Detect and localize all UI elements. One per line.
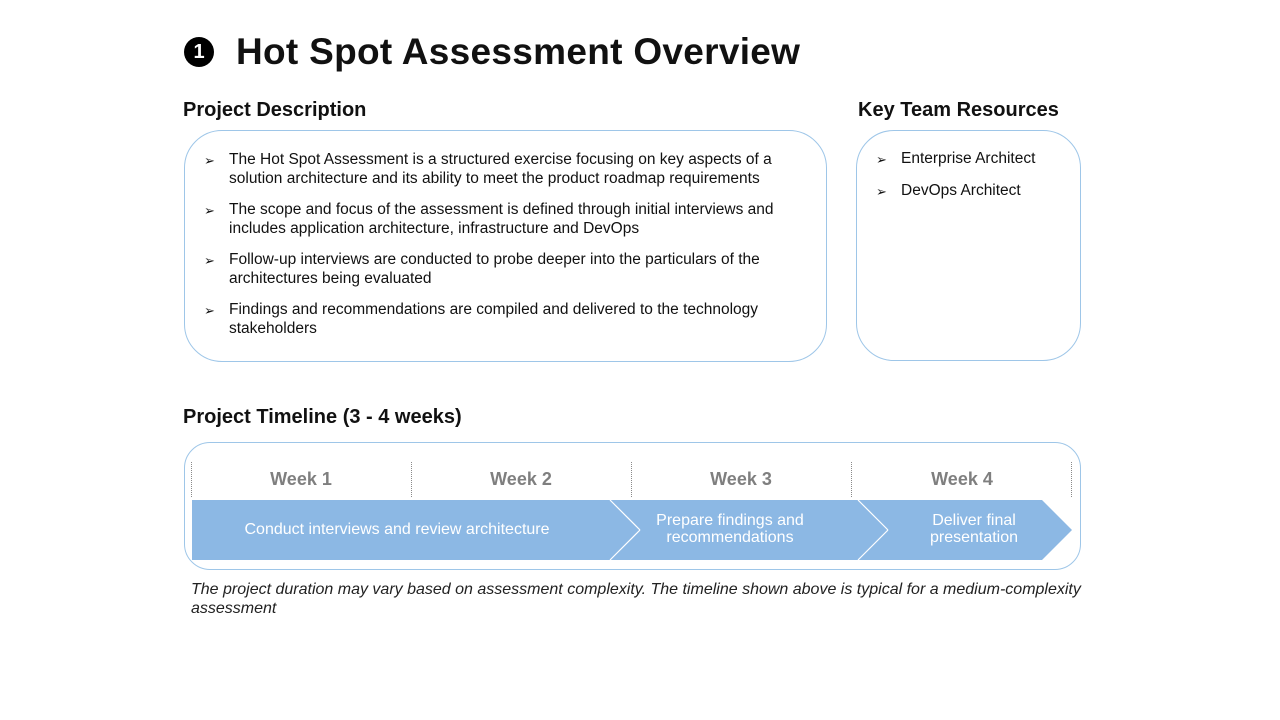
week-label: Week 1 (270, 469, 332, 489)
phase-1-label: Conduct interviews and review architecture (244, 521, 550, 538)
description-text: The scope and focus of the assessment is defined through initial interviews and includes application architecture, infrastructure and DevOps (229, 201, 774, 237)
page-title: Hot Spot Assessment Overview (236, 31, 801, 72)
arrow-bullet-icon: ➢ (876, 152, 887, 167)
team-member-role: DevOps Architect (901, 182, 1021, 199)
arrow-bullet-icon: ➢ (204, 153, 215, 168)
arrow-bullet-icon: ➢ (204, 203, 215, 218)
timeline-note: The project duration may vary based on assessment complexity. The timeline shown above is typical for a medium-complexity assessment (191, 581, 1081, 617)
week-label: Week 4 (931, 469, 993, 489)
description-text: The Hot Spot Assessment is a structured exercise focusing on key aspects of a solution architecture and its ability to meet the product roadmap requirements (229, 151, 772, 187)
project-description-heading: Project Description (183, 99, 367, 121)
week-label: Week 2 (490, 469, 552, 489)
project-timeline-heading: Project Timeline (3 - 4 weeks) (183, 406, 462, 428)
description-text: Findings and recommendations are compiled and delivered to the technology stakeholders (229, 301, 759, 337)
phase-2-label: Prepare findings and recommendations (656, 512, 804, 546)
arrow-bullet-icon: ➢ (876, 184, 887, 199)
team-member-role: Enterprise Architect (901, 150, 1036, 167)
description-text: Follow-up interviews are conducted to probe deeper into the particulars of the architectures being evaluated (229, 251, 760, 287)
step-number-badge: 1 (184, 37, 214, 67)
arrow-bullet-icon: ➢ (204, 253, 215, 268)
week-label: Week 3 (710, 469, 772, 489)
arrow-bullet-icon: ➢ (204, 303, 215, 318)
phase-3-label: Deliver final presentation (929, 512, 1019, 546)
key-team-resources-heading: Key Team Resources (858, 99, 1059, 121)
